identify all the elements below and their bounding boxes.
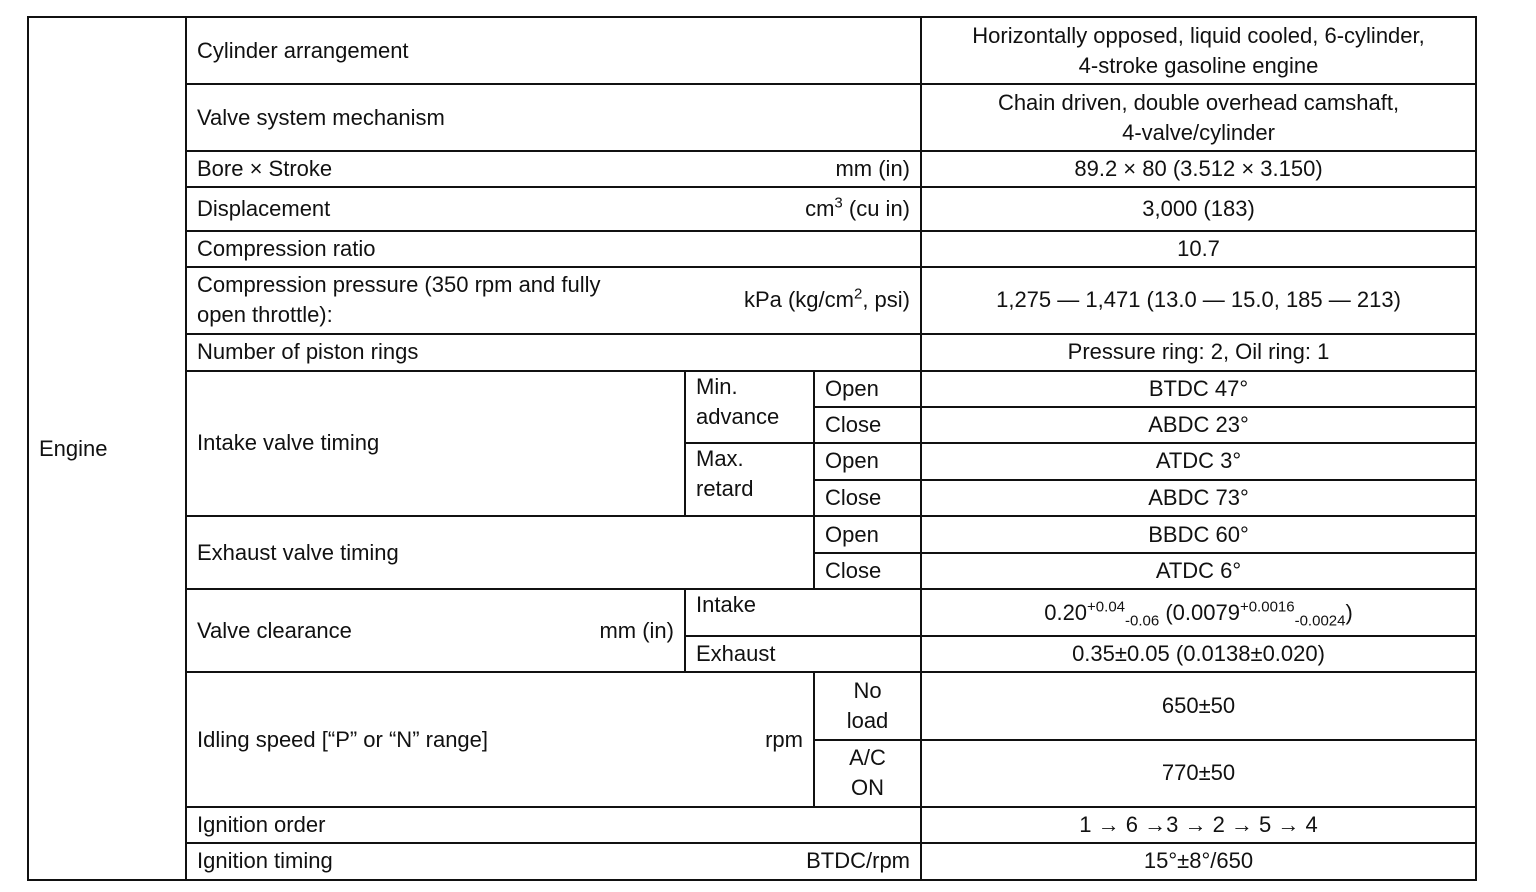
displacement-value: 3,000 (183) xyxy=(921,187,1476,231)
exhaust-open-label: Open xyxy=(814,516,921,553)
displacement-label: Displacement $cm^3$ (cu in) xyxy=(186,187,921,231)
idling-ac-label: A/C ON xyxy=(814,740,921,807)
bore-value: 89.2 × 80 (3.512 × 3.150) xyxy=(921,151,1476,187)
intake-max-open-label: Open xyxy=(814,443,921,480)
intake-min-close-value: ABDC 23° xyxy=(921,407,1476,443)
cylinder-label: Cylinder arrangement xyxy=(186,17,921,84)
exhaust-open-value: BBDC 60° xyxy=(921,516,1476,553)
ignition-timing-unit: BTDC/rpm xyxy=(806,848,911,874)
idling-speed-unit: rpm xyxy=(765,726,803,752)
intake-min-close-label: Close xyxy=(814,407,921,443)
exhaust-close-value: ATDC 6° xyxy=(921,553,1476,589)
bore-label: Bore × Stroke mm (in) xyxy=(186,151,921,187)
intake-max-close-value: ABDC 73° xyxy=(921,480,1476,516)
displacement-unit: $cm^3$ (cu in) xyxy=(805,195,911,222)
cylinder-value: Horizontally opposed, liquid cooled, 6-cylinder, 4-stroke gasoline engine xyxy=(921,17,1476,84)
intake-min-open-label: Open xyxy=(814,371,921,407)
idling-speed-label: Idling speed [“P” or “N” range] rpm xyxy=(186,672,814,806)
clearance-exhaust-value: 0.35±0.05 (0.0138±0.020) xyxy=(921,636,1476,672)
valve-clearance-label: Valve clearance mm (in) xyxy=(186,589,685,672)
ignition-timing-value: 15°±8°/650 xyxy=(921,843,1476,880)
max-retard-label: Max. retard xyxy=(685,443,814,516)
valve-clearance-unit: mm (in) xyxy=(599,617,674,643)
clearance-exhaust-label: Exhaust xyxy=(685,636,921,672)
ignition-timing-label: Ignition timing BTDC/rpm xyxy=(186,843,921,880)
ignition-order-value: 1 → 6 →3 → 2 → 5 → 4 xyxy=(921,807,1476,843)
valve-system-label: Valve system mechanism xyxy=(186,84,921,151)
intake-min-open-value: BTDC 47° xyxy=(921,371,1476,407)
clearance-intake-label: Intake xyxy=(685,589,921,636)
bore-unit: mm (in) xyxy=(835,156,911,182)
idling-ac-value: 770±50 xyxy=(921,740,1476,807)
compression-pressure-unit: kPa ($kg/cm^2$, psi) xyxy=(743,285,911,313)
compression-pressure-value: 1,275 — 1,471 (13.0 — 15.0, 185 — 213) xyxy=(921,267,1476,334)
piston-rings-label: Number of piston rings xyxy=(186,334,921,371)
engine-spec-table xyxy=(27,16,1477,881)
category-engine: Engine xyxy=(28,17,186,880)
intake-max-close-label: Close xyxy=(814,480,921,516)
idling-noload-value: 650±50 xyxy=(921,672,1476,739)
valve-system-value: Chain driven, double overhead camshaft, 4-valve/cylinder xyxy=(921,84,1476,151)
compression-ratio-label: Compression ratio xyxy=(186,231,921,266)
piston-rings-value: Pressure ring: 2, Oil ring: 1 xyxy=(921,334,1476,371)
exhaust-close-label: Close xyxy=(814,553,921,589)
compression-pressure-label: Compression pressure (350 rpm and fully open throttle): kPa ($kg/cm^2$, psi) xyxy=(186,267,921,334)
compression-ratio-value: 10.7 xyxy=(921,231,1476,266)
intake-max-open-value: ATDC 3° xyxy=(921,443,1476,480)
intake-timing-label: Intake valve timing xyxy=(186,371,685,516)
min-advance-label: Min. advance xyxy=(685,371,814,443)
clearance-intake-value: $0.20^{+0.04}_{-0.06}$ $(0.0079^{+0.0016}_{-0.0024})$ xyxy=(921,589,1476,636)
idling-noload-label: No load xyxy=(814,672,921,739)
ignition-order-label: Ignition order xyxy=(186,807,921,843)
exhaust-timing-label: Exhaust valve timing xyxy=(186,516,814,589)
